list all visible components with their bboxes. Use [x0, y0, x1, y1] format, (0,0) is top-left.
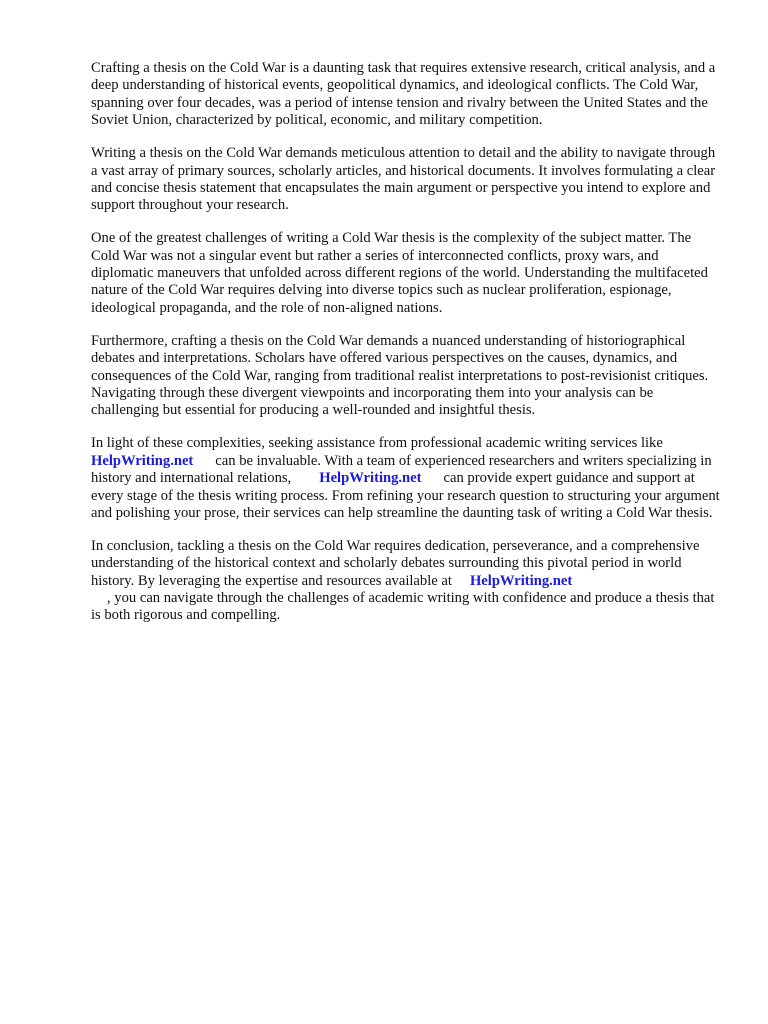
paragraph-historiography: Furthermore, crafting a thesis on the Cold War demands a nuanced understanding of historiographical debates and interpretations. Scholars have offered various perspectives on the causes, dynamics, and consequences of the Cold War, ranging from traditional realist interpretations to post-revisionist critiques. Navigating through these divergent viewpoints and incorporating them into your analysis can be challenging but essential for producing a well-rounded and insightful thesis. — [91, 332, 709, 419]
paragraph-thesis-demands: Writing a thesis on the Cold War demands meticulous attention to detail and the ability to navigate through a vast array of primary sources, scholarly articles, and historical documents. It involves formulating a clear and concise thesis statement that encapsulates the main argument or perspective you intend to explore and support throughout your research. — [91, 145, 716, 214]
conclusion-intro-text: In conclusion, tackling a thesis on the Cold War requires dedication, perseverance, and a comprehensive understanding of the historical context and scholarly debates surrounding this pivotal period in world history. By leveraging the expertise and resources available at — [91, 537, 700, 589]
assistance-intro-text: In light of these complexities, seeking assistance from professional academic writing services like — [91, 435, 663, 452]
paragraph-assistance — [91, 435, 723, 522]
assistance-end-text: can provide expert guidance and support at every stage of the thesis writing process. From refining your research question to structuring your argument and polishing your prose, their services can help streamline the daunting task of writing a Cold War thesis. — [91, 470, 720, 521]
document-body — [91, 60, 723, 640]
helpwriting-link-3[interactable]: HelpWriting.net — [469, 572, 573, 589]
paragraph-conclusion — [91, 538, 723, 625]
helpwriting-link-1[interactable]: HelpWriting.net — [91, 452, 194, 469]
helpwriting-link-2[interactable]: HelpWriting.net — [319, 470, 422, 487]
paragraph-challenges: One of the greatest challenges of writing a Cold War thesis is the complexity of the subject matter. The Cold War was not a singular event but rather a series of interconnected conflicts, proxy wars, and diplomatic maneuvers that unfolded across different regions of the world. Understanding the multifaceted nature of the Cold War requires delving into diverse topics such as nuclear proliferation, espionage, ideological propaganda, and the role of non-aligned nations. — [91, 230, 708, 316]
conclusion-end-text: , you can navigate through the challenges of academic writing with confidence and produce a thesis that is both rigorous and compelling. — [91, 590, 715, 624]
assistance-mid-text: can be invaluable. With a team of experienced researchers and writers specializing in history and international relations, — [91, 452, 712, 487]
paragraph-intro: Crafting a thesis on the Cold War is a daunting task that requires extensive research, critical analysis, and a deep understanding of historical events, geopolitical dynamics, and ideological conflicts. The Cold War, spanning over four decades, was a period of intense tension and rivalry between the United States and the Soviet Union, characterized by political, economic, and military competition. — [91, 60, 716, 129]
